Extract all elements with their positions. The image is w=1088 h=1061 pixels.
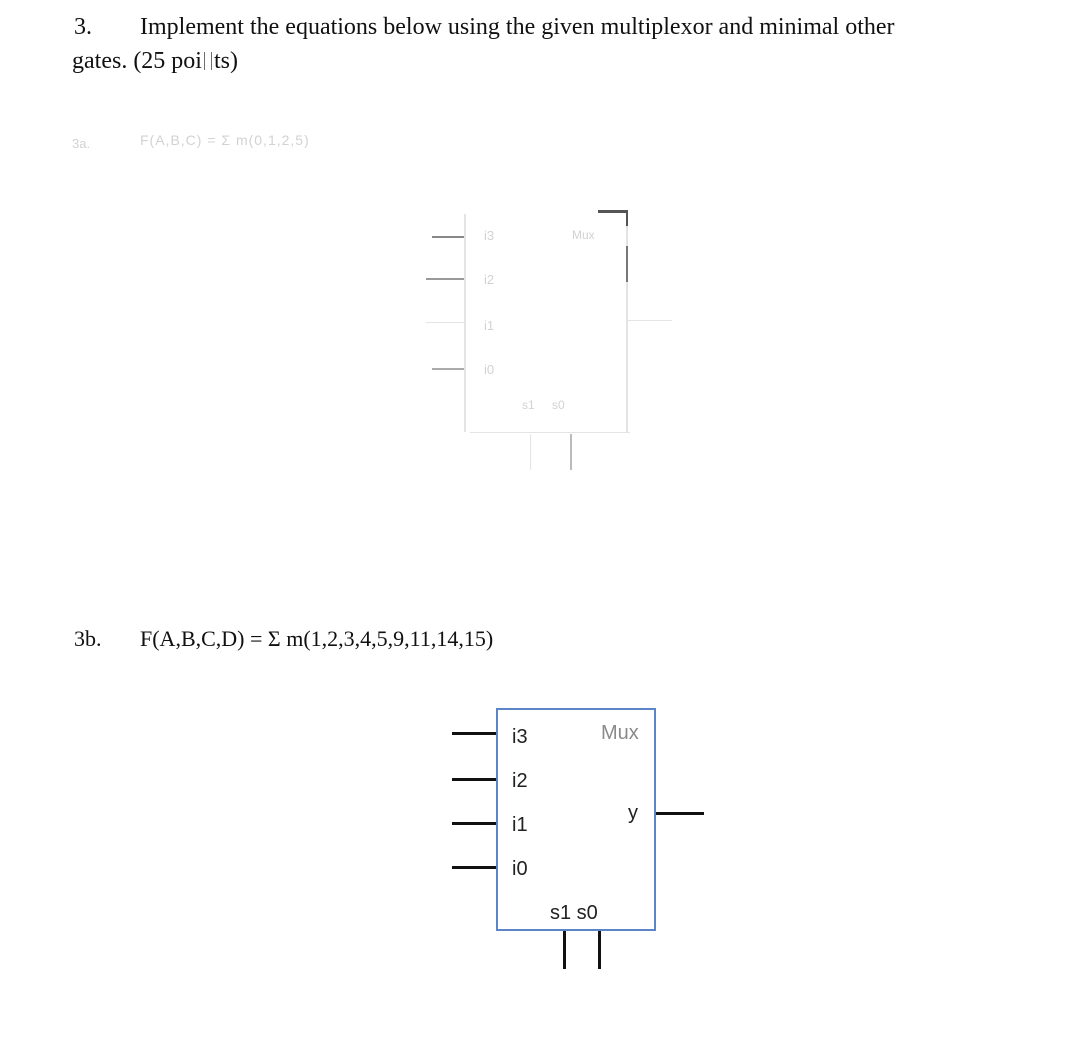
output-wire-y [656,812,704,815]
faded-mux-bottom-border [470,432,630,433]
question-text-line2-start: gates. (25 poi [72,48,202,74]
faded-output-wire [628,320,672,321]
input-wire-i3 [452,732,496,735]
faded-3a-input-i1: i1 [484,318,495,333]
faded-mux-top-right-tick [626,212,628,226]
faded-mux-top-border [598,210,628,213]
faded-select-wire-s0 [570,434,572,470]
faded-select-wire-s1 [530,434,531,470]
part-3b-equation: F(A,B,C,D) = Σ m(1,2,3,4,5,9,11,14,15) [140,626,494,651]
question-text-line1: Implement the equations below using the given multiplexor and minimal other [140,14,895,40]
faded-mux-left-border [464,214,466,432]
faded-input-wire-i2 [426,278,464,280]
mux-select-label: s1 s0 [550,902,598,924]
faded-input-wire-i0 [432,368,464,370]
mux-title: Mux [601,722,639,744]
faded-3a-input-i3: i3 [484,228,495,243]
mux-input-i2-label: i2 [512,770,528,792]
faded-3a-select-s0: s0 [552,398,565,412]
faded-input-wire-i1 [426,322,464,323]
faded-mux-right-edge-dark [626,246,628,282]
faded-3a-select-s1: s1 [522,398,535,412]
mux-box [496,708,656,931]
select-wire-s0 [598,931,601,969]
faded-input-wire-i3 [432,236,464,238]
input-wire-i1 [452,822,496,825]
faded-3a-mux-title: Mux [572,228,595,242]
input-wire-i2 [452,778,496,781]
faded-3a-input-i2: i2 [484,272,495,287]
faded-3a-label: 3a. [72,136,91,151]
input-wire-i0 [452,866,496,869]
mux-input-i1-label: i1 [512,814,528,836]
select-wire-s1 [563,931,566,969]
mux-output-y-label: y [628,802,638,824]
question-number: 3. [74,14,92,40]
part-3b-label: 3b. [74,626,102,651]
question-text-line2-end: ts) [213,48,238,74]
faded-3a-equation: F(A,B,C) = Σ m(0,1,2,5) [140,132,310,148]
mux-input-i0-label: i0 [512,858,528,880]
question-text-line2 [72,48,238,75]
faded-3a-input-i0: i0 [484,362,495,377]
mux-input-i3-label: i3 [512,726,528,748]
smudge-glyph [204,52,212,70]
